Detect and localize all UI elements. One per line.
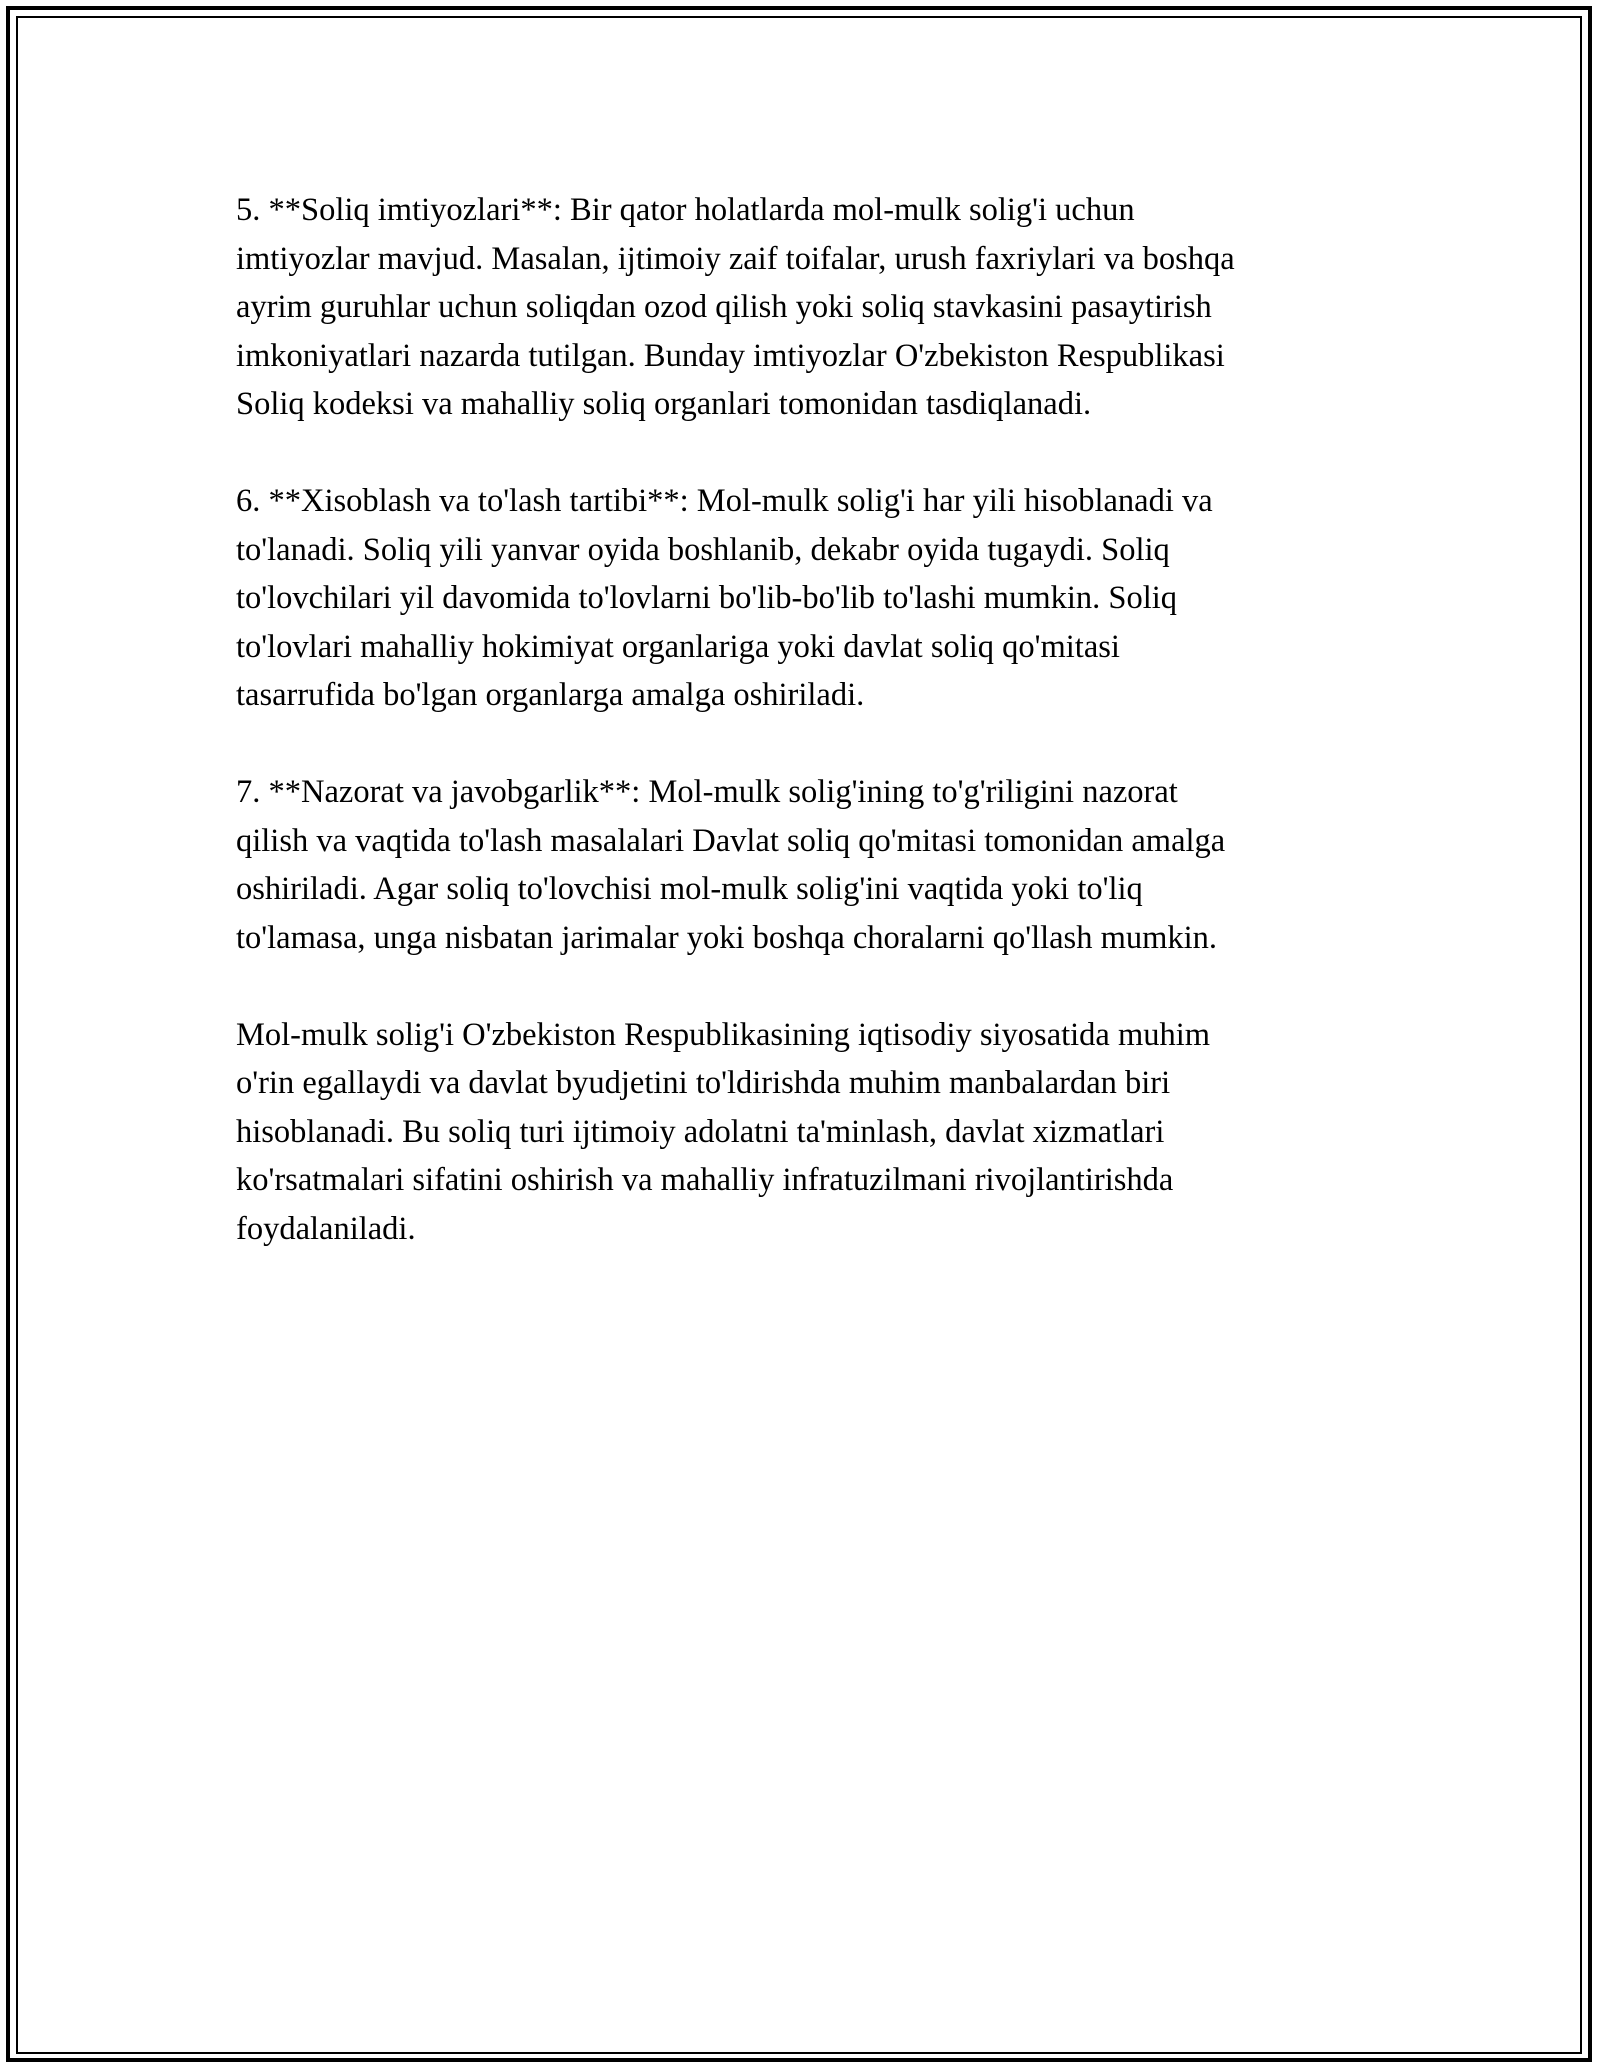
text-line: Mol-mulk solig'i O'zbekiston Respublikasining iqtisodiy siyosatida muhim: [236, 1016, 1211, 1053]
text-line: ko'rsatmalari sifatini oshirish va mahalliy infratuzilmani rivojlantirishda: [236, 1162, 1174, 1198]
text-line: tasarrufida bo'lgan organlarga amalga oshiriladi.: [236, 677, 865, 713]
document-body: [236, 186, 1386, 1253]
text-line: oshiriladi. Agar soliq to'lovchisi mol-mulk solig'ini vaqtida yoki to'liq: [236, 871, 1143, 907]
text-line: qilish va vaqtida to'lash masalalari Davlat soliq qo'mitasi tomonidan amalga: [236, 822, 1226, 859]
text-line: o'rin egallaydi va davlat byudjetini to'ldirishda muhim manbalardan biri: [236, 1065, 1171, 1101]
paragraph-tax-exemptions: [236, 186, 1386, 429]
paragraph-calculation-payment: [236, 477, 1386, 720]
text-line: 7. **Nazorat va javobgarlik**: Mol-mulk solig'ining to'g'riligini nazorat: [236, 774, 1178, 810]
paragraph-conclusion: [236, 1011, 1386, 1254]
text-line: foydalaniladi.: [236, 1210, 416, 1247]
text-line: ayrim guruhlar uchun soliqdan ozod qilish yoki soliq stavkasini pasaytirish: [236, 289, 1212, 325]
text-line: Soliq kodeksi va mahalliy soliq organlari tomonidan tasdiqlanadi.: [236, 386, 1092, 422]
text-line: to'lovlari mahalliy hokimiyat organlariga yoki davlat soliq qo'mitasi: [236, 628, 1120, 665]
text-line: 6. **Xisoblash va to'lash tartibi**: Mol-mulk solig'i har yili hisoblanadi va: [236, 483, 1213, 519]
text-line: to'lamasa, unga nisbatan jarimalar yoki boshqa choralarni qo'llash mumkin.: [236, 919, 1218, 956]
text-line: imkoniyatlari nazarda tutilgan. Bunday imtiyozlar O'zbekiston Respublikasi: [236, 337, 1225, 374]
text-line: hisoblanadi. Bu soliq turi ijtimoiy adolatni ta'minlash, davlat xizmatlari: [236, 1113, 1165, 1150]
text-line: 5. **Soliq imtiyozlari**: Bir qator holatlarda mol-mulk solig'i uchun: [236, 192, 1135, 228]
text-line: imtiyozlar mavjud. Masalan, ijtimoiy zaif toifalar, urush faxriylari va boshqa: [236, 240, 1235, 277]
text-line: to'lanadi. Soliq yili yanvar oyida boshlanib, dekabr oyida tugaydi. Soliq: [236, 531, 1170, 568]
text-line: to'lovchilari yil davomida to'lovlarni bo'lib-bo'lib to'lashi mumkin. Soliq: [236, 580, 1178, 616]
paragraph-control-liability: [236, 768, 1386, 962]
